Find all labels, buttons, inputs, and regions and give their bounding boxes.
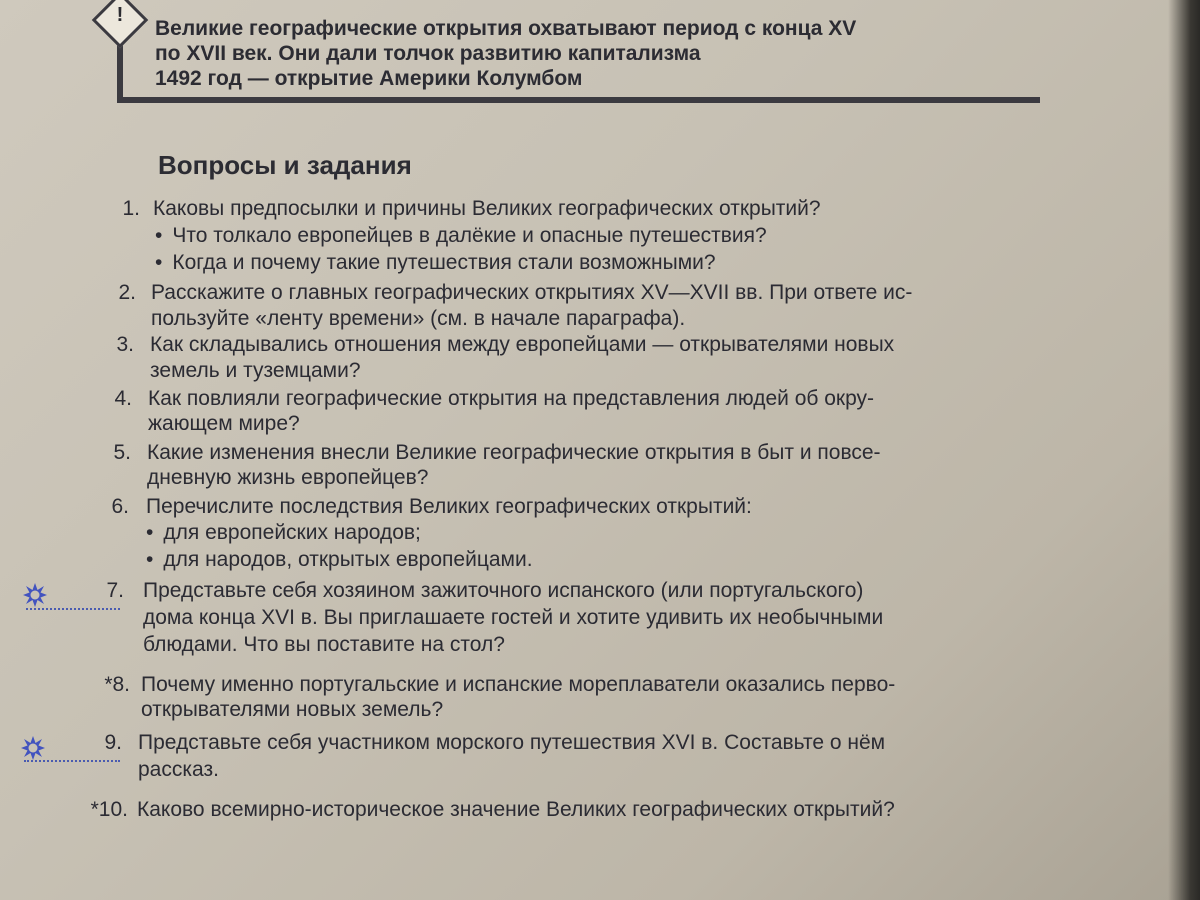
question-number: 1.: [122, 197, 140, 220]
exclamation-mark: !: [116, 4, 124, 26]
question-number: 9.: [104, 731, 122, 754]
creative-task-star-icon: [20, 735, 46, 761]
question-number: 4.: [114, 387, 132, 410]
question-4-line-1: Как повлияли географические открытия на представления людей об окру-: [148, 387, 875, 410]
dotted-underline: [26, 608, 120, 610]
question-6-bullet-2: • для народов, открытых европейцами.: [146, 547, 533, 572]
page-shadow-edge: [1168, 0, 1200, 900]
question-number: 5.: [113, 441, 131, 464]
question-8-line-1: Почему именно португальские и испанские мореплаватели оказались перво-: [141, 673, 896, 696]
question-7-line-2: дома конца XVI в. Вы приглашаете гостей и хотите удивить их необычными: [143, 606, 884, 629]
section-title: Вопросы и задания: [158, 150, 412, 180]
question-7-line-3: блюдами. Что вы поставите на стол?: [143, 633, 505, 656]
question-3-line-2: земель и туземцами?: [150, 359, 361, 382]
question-6-line-1: Перечислите последствия Великих географических открытий:: [146, 495, 752, 518]
question-3-line-1: Как складывались отношения между европейцами — открывателями новых: [150, 333, 895, 356]
question-number: *8.: [104, 673, 130, 696]
question-9-line-2: рассказ.: [138, 758, 219, 781]
question-1-bullet-2: • Когда и почему такие путешествия стали возможными?: [155, 250, 716, 275]
question-4-line-2: жающем мире?: [148, 412, 300, 435]
callout-line-2: по XVII век. Они дали толчок развитию капитализма: [155, 42, 701, 65]
callout-line-1: Великие географические открытия охватывают период с конца XV: [155, 17, 857, 40]
question-9-line-1: Представьте себя участником морского путешествия XVI в. Составьте о нём: [138, 731, 886, 754]
question-number: 3.: [116, 333, 134, 356]
question-1-line-1: Каковы предпосылки и причины Великих географических открытий?: [153, 197, 821, 220]
creative-task-star-icon: [22, 582, 48, 608]
question-number: 7.: [106, 579, 124, 602]
dotted-underline: [24, 760, 120, 762]
question-number: *10.: [90, 798, 128, 821]
callout-underline: [117, 97, 1040, 103]
question-2-line-2: пользуйте «ленту времени» (см. в начале параграфа).: [151, 307, 686, 330]
question-1-bullet-1: • Что толкало европейцев в далёкие и опасные путешествия?: [155, 223, 767, 248]
question-6-bullet-1: • для европейских народов;: [146, 520, 421, 545]
callout-text: [155, 16, 1035, 91]
question-2-line-1: Расскажите о главных географических открытиях XV—XVII вв. При ответе ис-: [151, 281, 913, 304]
question-number: 6.: [111, 495, 129, 518]
question-number: 2.: [118, 281, 136, 304]
question-5-line-2: дневную жизнь европейцев?: [147, 466, 429, 489]
question-10-line-1: Каково всемирно-историческое значение Великих географических открытий?: [137, 798, 895, 821]
callout-line-3: 1492 год — открытие Америки Колумбом: [155, 67, 583, 90]
question-8-line-2: открывателями новых земель?: [141, 698, 444, 721]
question-7-line-1: Представьте себя хозяином зажиточного испанского (или португальского): [143, 579, 864, 602]
question-5-line-1: Какие изменения внесли Великие географические открытия в быт и повсе-: [147, 441, 881, 464]
